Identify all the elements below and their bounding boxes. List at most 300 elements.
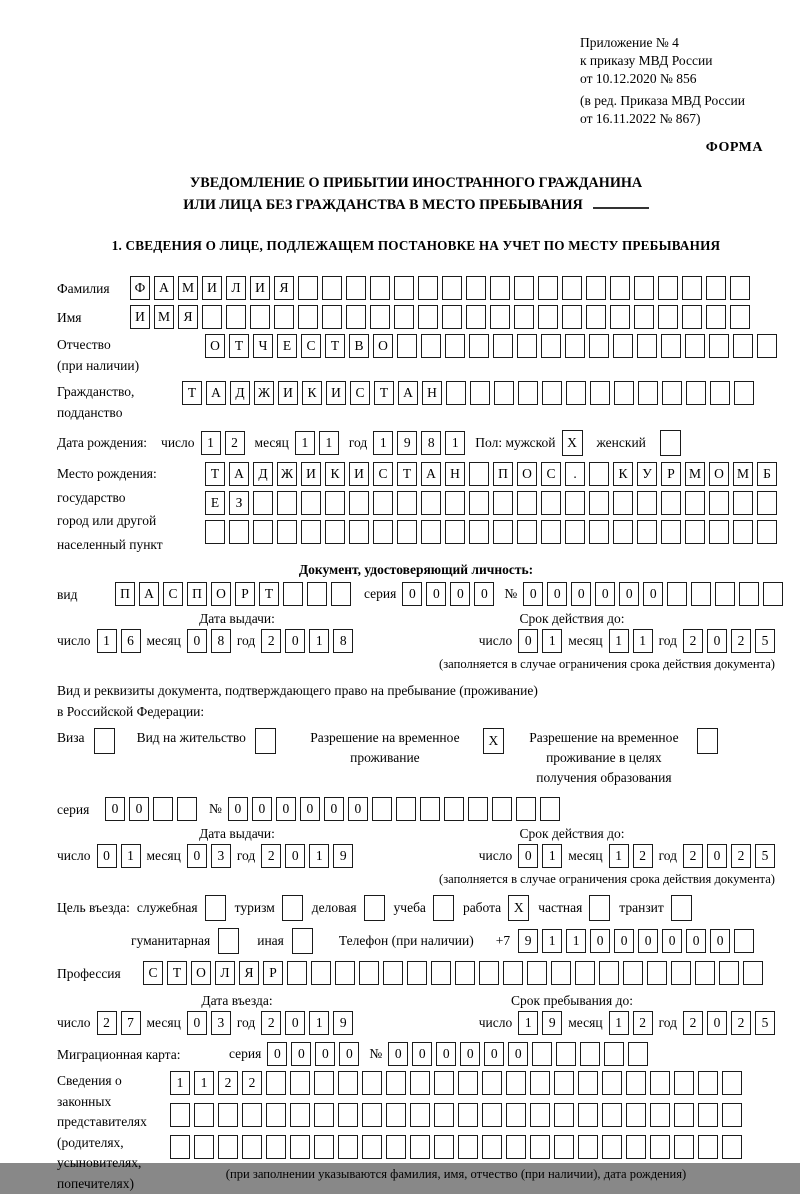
form-cell[interactable]: В bbox=[349, 334, 369, 358]
form-cell[interactable] bbox=[685, 334, 705, 358]
form-cell[interactable] bbox=[494, 381, 514, 405]
form-cell[interactable] bbox=[386, 1135, 406, 1159]
form-cell[interactable]: З bbox=[229, 491, 249, 515]
form-cell[interactable] bbox=[242, 1103, 262, 1127]
form-cell[interactable] bbox=[719, 961, 739, 985]
form-cell[interactable]: 0 bbox=[460, 1042, 480, 1066]
form-cell[interactable]: 2 bbox=[97, 1011, 117, 1035]
form-cell[interactable] bbox=[722, 1103, 742, 1127]
form-cell[interactable] bbox=[599, 961, 619, 985]
form-cell[interactable] bbox=[226, 305, 246, 329]
form-cell[interactable]: 9 bbox=[333, 844, 353, 868]
form-cell[interactable] bbox=[469, 491, 489, 515]
form-cell[interactable] bbox=[586, 276, 606, 300]
form-cell[interactable]: 1 bbox=[609, 1011, 629, 1035]
form-cell[interactable] bbox=[434, 1071, 454, 1095]
form-cell[interactable] bbox=[410, 1103, 430, 1127]
form-cell[interactable]: С bbox=[541, 462, 561, 486]
form-cell[interactable]: О bbox=[191, 961, 211, 985]
form-cell[interactable]: П bbox=[187, 582, 207, 606]
form-cell[interactable]: 0 bbox=[300, 797, 320, 821]
form-cell[interactable] bbox=[492, 797, 512, 821]
form-cell[interactable]: 0 bbox=[228, 797, 248, 821]
form-cell[interactable]: И bbox=[301, 462, 321, 486]
purpose-tourism-checkbox[interactable] bbox=[282, 895, 303, 921]
form-cell[interactable]: 0 bbox=[474, 582, 494, 606]
form-cell[interactable] bbox=[266, 1071, 286, 1095]
form-cell[interactable] bbox=[506, 1103, 526, 1127]
form-cell[interactable] bbox=[551, 961, 571, 985]
form-cell[interactable]: 1 bbox=[309, 844, 329, 868]
form-cell[interactable]: О bbox=[517, 462, 537, 486]
form-cell[interactable] bbox=[493, 491, 513, 515]
temp-residence-education-checkbox[interactable] bbox=[697, 728, 718, 754]
form-cell[interactable]: 1 bbox=[201, 431, 221, 455]
form-cell[interactable] bbox=[202, 305, 222, 329]
form-cell[interactable] bbox=[290, 1135, 310, 1159]
form-cell[interactable] bbox=[253, 520, 273, 544]
form-cell[interactable] bbox=[710, 381, 730, 405]
purpose-humanitarian-checkbox[interactable] bbox=[218, 928, 239, 954]
form-cell[interactable] bbox=[554, 1071, 574, 1095]
form-cell[interactable]: И bbox=[349, 462, 369, 486]
form-cell[interactable]: Р bbox=[235, 582, 255, 606]
form-cell[interactable]: 0 bbox=[426, 582, 446, 606]
form-cell[interactable] bbox=[470, 381, 490, 405]
form-cell[interactable] bbox=[434, 1135, 454, 1159]
form-cell[interactable] bbox=[743, 961, 763, 985]
form-cell[interactable] bbox=[602, 1103, 622, 1127]
form-cell[interactable] bbox=[562, 305, 582, 329]
form-cell[interactable] bbox=[362, 1103, 382, 1127]
form-cell[interactable]: Н bbox=[422, 381, 442, 405]
form-cell[interactable] bbox=[482, 1103, 502, 1127]
form-cell[interactable] bbox=[444, 797, 464, 821]
form-cell[interactable] bbox=[290, 1103, 310, 1127]
form-cell[interactable]: 0 bbox=[619, 582, 639, 606]
form-cell[interactable] bbox=[468, 797, 488, 821]
form-cell[interactable] bbox=[589, 491, 609, 515]
form-cell[interactable] bbox=[418, 276, 438, 300]
form-cell[interactable] bbox=[661, 491, 681, 515]
form-cell[interactable] bbox=[739, 582, 759, 606]
form-cell[interactable] bbox=[527, 961, 547, 985]
form-cell[interactable] bbox=[532, 1042, 552, 1066]
form-cell[interactable]: 2 bbox=[683, 1011, 703, 1035]
form-cell[interactable] bbox=[516, 797, 536, 821]
form-cell[interactable]: 2 bbox=[683, 844, 703, 868]
form-cell[interactable] bbox=[458, 1071, 478, 1095]
form-cell[interactable]: 2 bbox=[261, 1011, 281, 1035]
form-cell[interactable] bbox=[589, 462, 609, 486]
form-cell[interactable] bbox=[530, 1135, 550, 1159]
form-cell[interactable] bbox=[458, 1135, 478, 1159]
form-cell[interactable] bbox=[482, 1135, 502, 1159]
form-cell[interactable]: К bbox=[302, 381, 322, 405]
form-cell[interactable] bbox=[322, 305, 342, 329]
form-cell[interactable] bbox=[674, 1103, 694, 1127]
form-cell[interactable] bbox=[757, 491, 777, 515]
form-cell[interactable]: 7 bbox=[121, 1011, 141, 1035]
form-cell[interactable] bbox=[349, 520, 369, 544]
form-cell[interactable]: 1 bbox=[542, 844, 562, 868]
form-cell[interactable] bbox=[349, 491, 369, 515]
form-cell[interactable]: 9 bbox=[542, 1011, 562, 1035]
form-cell[interactable]: 0 bbox=[324, 797, 344, 821]
form-cell[interactable] bbox=[709, 520, 729, 544]
form-cell[interactable] bbox=[287, 961, 307, 985]
form-cell[interactable] bbox=[734, 381, 754, 405]
form-cell[interactable] bbox=[626, 1103, 646, 1127]
form-cell[interactable]: 0 bbox=[662, 929, 682, 953]
form-cell[interactable]: 1 bbox=[194, 1071, 214, 1095]
form-cell[interactable]: О bbox=[373, 334, 393, 358]
form-cell[interactable]: 1 bbox=[97, 629, 117, 653]
form-cell[interactable] bbox=[697, 728, 718, 754]
form-cell[interactable] bbox=[538, 305, 558, 329]
form-cell[interactable] bbox=[311, 961, 331, 985]
form-cell[interactable] bbox=[94, 728, 115, 754]
form-cell[interactable] bbox=[410, 1071, 430, 1095]
form-cell[interactable] bbox=[362, 1135, 382, 1159]
form-cell[interactable]: Р bbox=[263, 961, 283, 985]
form-cell[interactable]: О bbox=[211, 582, 231, 606]
form-cell[interactable]: 0 bbox=[348, 797, 368, 821]
form-cell[interactable]: Р bbox=[661, 462, 681, 486]
form-cell[interactable]: 0 bbox=[187, 629, 207, 653]
form-cell[interactable]: 0 bbox=[97, 844, 117, 868]
form-cell[interactable]: Л bbox=[226, 276, 246, 300]
form-cell[interactable]: 0 bbox=[707, 844, 727, 868]
form-cell[interactable] bbox=[229, 520, 249, 544]
form-cell[interactable] bbox=[466, 305, 486, 329]
form-cell[interactable]: С bbox=[301, 334, 321, 358]
form-cell[interactable] bbox=[623, 961, 643, 985]
form-cell[interactable] bbox=[490, 276, 510, 300]
form-cell[interactable] bbox=[518, 381, 538, 405]
form-cell[interactable]: Ж bbox=[254, 381, 274, 405]
form-cell[interactable] bbox=[386, 1071, 406, 1095]
form-cell[interactable]: Б bbox=[757, 462, 777, 486]
form-cell[interactable]: 0 bbox=[129, 797, 149, 821]
form-cell[interactable]: 2 bbox=[261, 629, 281, 653]
sex-male-checkbox[interactable] bbox=[562, 430, 583, 456]
form-cell[interactable]: 0 bbox=[339, 1042, 359, 1066]
form-cell[interactable] bbox=[445, 520, 465, 544]
form-cell[interactable]: 1 bbox=[609, 844, 629, 868]
form-cell[interactable]: 0 bbox=[436, 1042, 456, 1066]
form-cell[interactable]: 0 bbox=[707, 1011, 727, 1035]
form-cell[interactable]: У bbox=[637, 462, 657, 486]
form-cell[interactable] bbox=[346, 276, 366, 300]
form-cell[interactable]: 0 bbox=[686, 929, 706, 953]
form-cell[interactable]: 1 bbox=[633, 629, 653, 653]
form-cell[interactable] bbox=[685, 520, 705, 544]
form-cell[interactable] bbox=[667, 582, 687, 606]
form-cell[interactable] bbox=[394, 276, 414, 300]
form-cell[interactable] bbox=[386, 1103, 406, 1127]
form-cell[interactable] bbox=[517, 334, 537, 358]
residence-permit-checkbox[interactable] bbox=[255, 728, 276, 754]
form-cell[interactable] bbox=[445, 491, 465, 515]
form-cell[interactable] bbox=[322, 276, 342, 300]
form-cell[interactable]: А bbox=[421, 462, 441, 486]
form-cell[interactable] bbox=[613, 334, 633, 358]
form-cell[interactable]: 0 bbox=[707, 629, 727, 653]
form-cell[interactable]: Н bbox=[445, 462, 465, 486]
form-cell[interactable] bbox=[706, 305, 726, 329]
form-cell[interactable]: 2 bbox=[261, 844, 281, 868]
form-cell[interactable] bbox=[589, 895, 610, 921]
form-cell[interactable]: 2 bbox=[225, 431, 245, 455]
form-cell[interactable] bbox=[253, 491, 273, 515]
form-cell[interactable] bbox=[420, 797, 440, 821]
form-cell[interactable] bbox=[290, 1071, 310, 1095]
form-cell[interactable] bbox=[255, 728, 276, 754]
form-cell[interactable] bbox=[637, 520, 657, 544]
form-cell[interactable] bbox=[421, 520, 441, 544]
form-cell[interactable] bbox=[442, 276, 462, 300]
form-cell[interactable] bbox=[541, 334, 561, 358]
form-cell[interactable]: 5 bbox=[755, 1011, 775, 1035]
form-cell[interactable] bbox=[586, 305, 606, 329]
form-cell[interactable]: 0 bbox=[484, 1042, 504, 1066]
form-cell[interactable]: Д bbox=[253, 462, 273, 486]
purpose-work-checkbox[interactable] bbox=[508, 895, 529, 921]
form-cell[interactable] bbox=[274, 305, 294, 329]
form-cell[interactable]: Е bbox=[277, 334, 297, 358]
form-cell[interactable] bbox=[410, 1135, 430, 1159]
form-cell[interactable] bbox=[218, 1135, 238, 1159]
form-cell[interactable] bbox=[170, 1103, 190, 1127]
form-cell[interactable] bbox=[338, 1071, 358, 1095]
form-cell[interactable] bbox=[715, 582, 735, 606]
form-cell[interactable] bbox=[466, 276, 486, 300]
form-cell[interactable] bbox=[554, 1135, 574, 1159]
form-cell[interactable]: 2 bbox=[218, 1071, 238, 1095]
form-cell[interactable]: 0 bbox=[187, 844, 207, 868]
form-cell[interactable] bbox=[469, 462, 489, 486]
form-cell[interactable] bbox=[445, 334, 465, 358]
form-cell[interactable] bbox=[554, 1103, 574, 1127]
form-cell[interactable] bbox=[575, 961, 595, 985]
form-cell[interactable] bbox=[658, 276, 678, 300]
form-cell[interactable] bbox=[660, 430, 681, 456]
form-cell[interactable]: С bbox=[143, 961, 163, 985]
form-cell[interactable] bbox=[613, 520, 633, 544]
form-cell[interactable]: 1 bbox=[445, 431, 465, 455]
form-cell[interactable] bbox=[565, 491, 585, 515]
form-cell[interactable]: Т bbox=[259, 582, 279, 606]
form-cell[interactable] bbox=[733, 334, 753, 358]
form-cell[interactable]: 0 bbox=[187, 1011, 207, 1035]
form-cell[interactable]: 0 bbox=[402, 582, 422, 606]
form-cell[interactable] bbox=[370, 276, 390, 300]
form-cell[interactable] bbox=[338, 1135, 358, 1159]
form-cell[interactable] bbox=[469, 520, 489, 544]
purpose-official-checkbox[interactable] bbox=[205, 895, 226, 921]
form-cell[interactable]: . bbox=[565, 462, 585, 486]
form-cell[interactable]: Е bbox=[205, 491, 225, 515]
form-cell[interactable]: 9 bbox=[397, 431, 417, 455]
form-cell[interactable]: 0 bbox=[412, 1042, 432, 1066]
temp-residence-checkbox[interactable] bbox=[483, 728, 504, 754]
form-cell[interactable] bbox=[170, 1135, 190, 1159]
form-cell[interactable]: И bbox=[250, 276, 270, 300]
form-cell[interactable] bbox=[602, 1135, 622, 1159]
form-cell[interactable] bbox=[565, 520, 585, 544]
form-cell[interactable] bbox=[307, 582, 327, 606]
form-cell[interactable]: 1 bbox=[309, 629, 329, 653]
form-cell[interactable]: 0 bbox=[388, 1042, 408, 1066]
form-cell[interactable]: 1 bbox=[542, 929, 562, 953]
form-cell[interactable] bbox=[580, 1042, 600, 1066]
form-cell[interactable]: И bbox=[202, 276, 222, 300]
form-cell[interactable] bbox=[458, 1103, 478, 1127]
form-cell[interactable]: П bbox=[493, 462, 513, 486]
form-cell[interactable] bbox=[218, 1103, 238, 1127]
form-cell[interactable] bbox=[266, 1135, 286, 1159]
form-cell[interactable]: 0 bbox=[518, 629, 538, 653]
form-cell[interactable] bbox=[562, 276, 582, 300]
form-cell[interactable] bbox=[604, 1042, 624, 1066]
form-cell[interactable] bbox=[698, 1071, 718, 1095]
form-cell[interactable] bbox=[205, 895, 226, 921]
form-cell[interactable] bbox=[661, 334, 681, 358]
form-cell[interactable]: 1 bbox=[121, 844, 141, 868]
form-cell[interactable]: Т bbox=[182, 381, 202, 405]
form-cell[interactable]: Т bbox=[205, 462, 225, 486]
form-cell[interactable] bbox=[346, 305, 366, 329]
form-cell[interactable] bbox=[682, 305, 702, 329]
form-cell[interactable]: 0 bbox=[105, 797, 125, 821]
form-cell[interactable]: 1 bbox=[295, 431, 315, 455]
form-cell[interactable] bbox=[153, 797, 173, 821]
form-cell[interactable] bbox=[372, 797, 392, 821]
form-cell[interactable] bbox=[314, 1135, 334, 1159]
form-cell[interactable] bbox=[566, 381, 586, 405]
form-cell[interactable]: 0 bbox=[614, 929, 634, 953]
form-cell[interactable] bbox=[709, 491, 729, 515]
form-cell[interactable] bbox=[671, 895, 692, 921]
purpose-other-checkbox[interactable] bbox=[292, 928, 313, 954]
form-cell[interactable] bbox=[301, 491, 321, 515]
form-cell[interactable] bbox=[506, 1135, 526, 1159]
form-cell[interactable]: 0 bbox=[315, 1042, 335, 1066]
form-cell[interactable] bbox=[662, 381, 682, 405]
form-cell[interactable]: Ч bbox=[253, 334, 273, 358]
form-cell[interactable] bbox=[757, 334, 777, 358]
form-cell[interactable] bbox=[433, 895, 454, 921]
form-cell[interactable] bbox=[674, 1135, 694, 1159]
form-cell[interactable]: 0 bbox=[285, 844, 305, 868]
form-cell[interactable] bbox=[613, 491, 633, 515]
form-cell[interactable] bbox=[565, 334, 585, 358]
form-cell[interactable]: 0 bbox=[590, 929, 610, 953]
form-cell[interactable]: 3 bbox=[211, 1011, 231, 1035]
form-cell[interactable] bbox=[373, 491, 393, 515]
sex-female-checkbox[interactable] bbox=[660, 430, 681, 456]
purpose-business-checkbox[interactable] bbox=[364, 895, 385, 921]
form-cell[interactable] bbox=[493, 520, 513, 544]
form-cell[interactable] bbox=[397, 334, 417, 358]
form-cell[interactable] bbox=[686, 381, 706, 405]
form-cell[interactable] bbox=[446, 381, 466, 405]
form-cell[interactable]: 0 bbox=[595, 582, 615, 606]
form-cell[interactable] bbox=[490, 305, 510, 329]
form-cell[interactable] bbox=[610, 276, 630, 300]
form-cell[interactable]: 3 bbox=[211, 844, 231, 868]
form-cell[interactable]: 2 bbox=[633, 844, 653, 868]
form-cell[interactable] bbox=[610, 305, 630, 329]
form-cell[interactable]: А bbox=[229, 462, 249, 486]
form-cell[interactable]: 8 bbox=[421, 431, 441, 455]
form-cell[interactable] bbox=[517, 520, 537, 544]
form-cell[interactable]: Д bbox=[230, 381, 250, 405]
form-cell[interactable] bbox=[722, 1135, 742, 1159]
form-cell[interactable] bbox=[514, 276, 534, 300]
form-cell[interactable]: 6 bbox=[121, 629, 141, 653]
form-cell[interactable] bbox=[650, 1071, 670, 1095]
form-cell[interactable] bbox=[266, 1103, 286, 1127]
form-cell[interactable]: 9 bbox=[333, 1011, 353, 1035]
form-cell[interactable] bbox=[626, 1071, 646, 1095]
form-cell[interactable] bbox=[733, 520, 753, 544]
form-cell[interactable] bbox=[421, 334, 441, 358]
form-cell[interactable]: 0 bbox=[638, 929, 658, 953]
form-cell[interactable]: 2 bbox=[731, 629, 751, 653]
form-cell[interactable]: К bbox=[613, 462, 633, 486]
form-cell[interactable]: С bbox=[350, 381, 370, 405]
form-cell[interactable]: М bbox=[685, 462, 705, 486]
form-cell[interactable] bbox=[514, 305, 534, 329]
form-cell[interactable] bbox=[421, 491, 441, 515]
form-cell[interactable] bbox=[292, 928, 313, 954]
form-cell[interactable] bbox=[431, 961, 451, 985]
purpose-private-checkbox[interactable] bbox=[589, 895, 610, 921]
purpose-study-checkbox[interactable] bbox=[433, 895, 454, 921]
form-cell[interactable]: 2 bbox=[242, 1071, 262, 1095]
form-cell[interactable] bbox=[626, 1135, 646, 1159]
form-cell[interactable]: 0 bbox=[710, 929, 730, 953]
form-cell[interactable] bbox=[242, 1135, 262, 1159]
form-cell[interactable]: Т bbox=[374, 381, 394, 405]
form-cell[interactable] bbox=[541, 491, 561, 515]
form-cell[interactable] bbox=[338, 1103, 358, 1127]
form-cell[interactable]: Ж bbox=[277, 462, 297, 486]
form-cell[interactable]: С bbox=[373, 462, 393, 486]
form-cell[interactable] bbox=[650, 1103, 670, 1127]
form-cell[interactable]: С bbox=[163, 582, 183, 606]
form-cell[interactable] bbox=[589, 334, 609, 358]
form-cell[interactable]: 9 bbox=[518, 929, 538, 953]
form-cell[interactable]: И bbox=[326, 381, 346, 405]
form-cell[interactable]: 1 bbox=[566, 929, 586, 953]
form-cell[interactable] bbox=[706, 276, 726, 300]
form-cell[interactable]: 1 bbox=[542, 629, 562, 653]
form-cell[interactable]: 0 bbox=[267, 1042, 287, 1066]
form-cell[interactable]: 0 bbox=[643, 582, 663, 606]
form-cell[interactable]: О bbox=[709, 462, 729, 486]
form-cell[interactable] bbox=[661, 520, 681, 544]
form-cell[interactable]: А bbox=[154, 276, 174, 300]
form-cell[interactable] bbox=[373, 520, 393, 544]
form-cell[interactable]: 8 bbox=[211, 629, 231, 653]
form-cell[interactable]: М bbox=[154, 305, 174, 329]
form-cell[interactable] bbox=[482, 1071, 502, 1095]
form-cell[interactable] bbox=[517, 491, 537, 515]
form-cell[interactable]: Т bbox=[167, 961, 187, 985]
